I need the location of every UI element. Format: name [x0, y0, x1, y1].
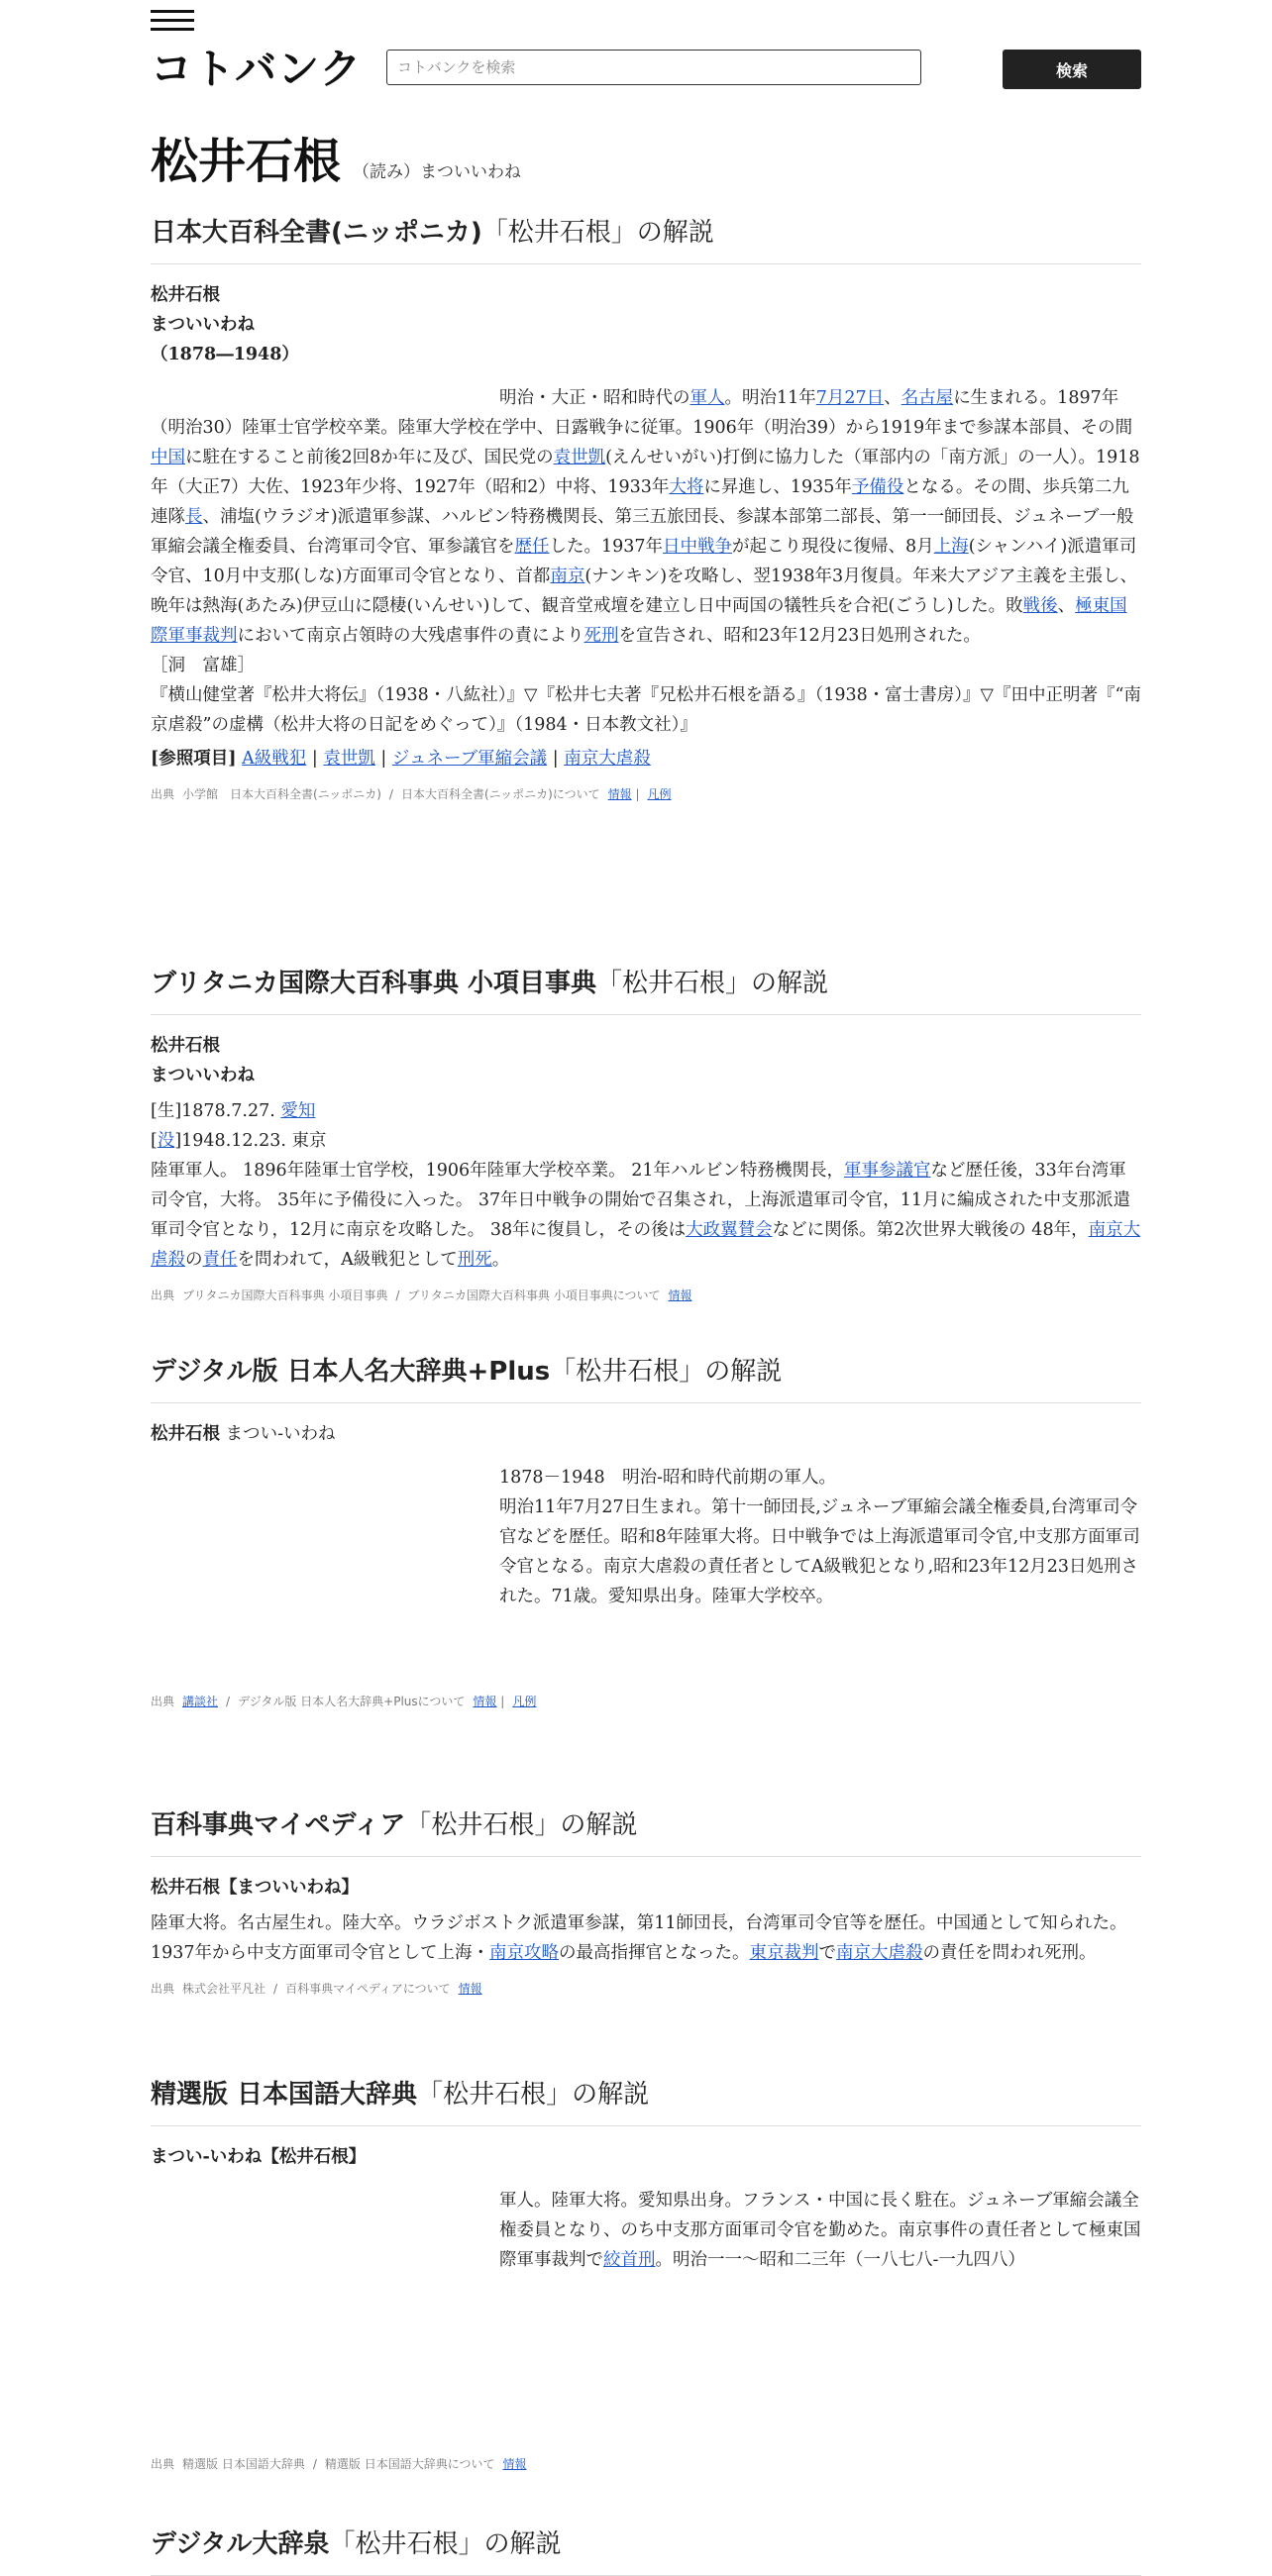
- entry-head: まつい‐いわね【松井石根】: [151, 2147, 367, 2167]
- source-about: デジタル版 日本人名大辞典+Plusについて: [238, 1695, 466, 1708]
- publisher-link[interactable]: 講談社: [182, 1695, 219, 1708]
- section-jinmei: [151, 1355, 1141, 1709]
- link-botsu[interactable]: 没: [157, 1131, 175, 1151]
- entry-head: 松井石根: [151, 1036, 220, 1056]
- text: (ナンキン)を攻略し、翌1938年3月復員。年来大アジア主義を主張し、晩年は熱海(あたみ)伊豆山に隠棲(いんせい)して、観音堂戒壇を建立し日中両国の犠牲兵を合祀(ごうし)した。敗: [151, 567, 1137, 616]
- section-title-source: デジタル大辞泉: [151, 2529, 330, 2559]
- legend-link[interactable]: 凡例: [512, 1695, 537, 1708]
- source-about: 精選版 日本国語大辞典について: [324, 2457, 495, 2471]
- section-title-source: 百科事典マイペディア: [151, 1810, 406, 1840]
- section-title-source: 日本大百科全書(ニッポニカ): [151, 218, 482, 248]
- see-also-link[interactable]: A級戦犯: [242, 749, 307, 769]
- section-title-suffix: 「松井石根」の解説: [550, 1357, 783, 1387]
- menu-icon[interactable]: [151, 10, 194, 32]
- entry-head-line: [151, 1419, 1141, 1449]
- entry-text: [151, 383, 1141, 651]
- source-publisher: 精選版 日本国語大辞典: [182, 2457, 305, 2471]
- link-gunji-sangikan[interactable]: 軍事参議官: [843, 1161, 931, 1181]
- source-line: [151, 785, 1141, 802]
- text: 、: [884, 388, 901, 408]
- separator: |: [311, 749, 318, 769]
- info-link[interactable]: 情報: [668, 1288, 692, 1302]
- source-label: 出典: [151, 787, 175, 801]
- info-link[interactable]: 情報: [607, 787, 632, 801]
- page-reading: （読み）まついいわね: [353, 162, 522, 182]
- info-link[interactable]: 情報: [502, 2457, 527, 2471]
- link-date[interactable]: 7月27日: [815, 388, 885, 408]
- text: 軍人。陸軍大将。愛知県出身。フランス・中国に長く駐在。ジュネーブ軍縮会議全権委員となり、のち中支那方面軍司令官を勤めた。南京事件の責任者として極東国際軍事裁判で: [499, 2191, 1141, 2270]
- info-link[interactable]: 情報: [473, 1695, 497, 1708]
- section-mypedia: [151, 1808, 1141, 1997]
- source-about: 日本大百科全書(ニッポニカ)について: [400, 787, 600, 801]
- link-nanjing-capture[interactable]: 南京攻略: [489, 1943, 560, 1963]
- entry-references: 『横山健堂著『松井大将伝』（1938・八紘社）』▽『松井七夫著『兄松井石根を語る』（1938・富士書房）』▽『田中正明著『“南京虐殺”の虚構（松井大将の日記をめぐって）』（1984・日本教文社）』: [151, 685, 1141, 735]
- entry-reading: まついいわね: [151, 315, 255, 335]
- entry-detail: 明治11年7月27日生まれ。第十一師団長,ジュネーブ軍縮会議全権委員,台湾軍司令官などを歴任。昭和8年陸軍大将。日中戦争では上海派遣軍司令官,中支那方面軍司令官となる。南京大虐殺の責任者としてA級戦犯となり,昭和23年12月23日処刑された。71歳。愛知県出身。陸軍大学校卒。: [499, 1497, 1140, 1606]
- see-also-link[interactable]: 南京大虐殺: [564, 749, 651, 769]
- link-shanghai[interactable]: 上海: [933, 537, 969, 557]
- site-logo[interactable]: コトバンク: [151, 45, 363, 93]
- entry-text: [151, 2186, 1141, 2443]
- text: において南京占領時の大残虐事件の責により: [237, 626, 584, 646]
- text: の責任を問われ死刑。: [922, 1943, 1097, 1963]
- text: (シャンハイ)派遣軍司令官、10月中支那(しな)方面軍司令官となり、首都: [151, 537, 1137, 586]
- search-input[interactable]: [386, 50, 921, 85]
- link-taisei-yokusankai[interactable]: 大政翼賛会: [686, 1220, 773, 1240]
- text: の最高指揮官となった。: [559, 1943, 750, 1963]
- section-title: [151, 2078, 1141, 2126]
- section-title-suffix: 「松井石根」の解説: [329, 2529, 562, 2559]
- separator: |: [500, 1695, 505, 1708]
- entry-author: ［洞 富雄］: [151, 656, 255, 675]
- section-title: [151, 1808, 1141, 1857]
- text: (えんせいがい)打倒に協力した（軍部内の「南方派」の一人）。1918年（大正7）大佐、1923年少将、1927年（昭和2）中将、1933年: [151, 448, 1140, 497]
- source-publisher: 株式会社平凡社: [182, 1982, 266, 1996]
- source-about: 百科事典マイペディアについて: [285, 1982, 451, 1996]
- section-daijisen: [151, 2527, 1141, 2576]
- search-button[interactable]: 検索: [1003, 50, 1141, 89]
- text: で: [818, 1943, 837, 1963]
- section-title-source: ブリタニカ国際大百科事典 小項目事典: [151, 969, 597, 998]
- section-title-source: デジタル版 日本人名大辞典+Plus: [151, 1357, 551, 1387]
- link-nicchu-war[interactable]: 日中戦争: [663, 537, 733, 557]
- info-link[interactable]: 情報: [458, 1982, 482, 1996]
- link-gunjin[interactable]: 軍人: [689, 388, 725, 408]
- source-label: 出典: [151, 1982, 175, 1996]
- text: 、浦塩(ウラジオ)派遣軍参謀、ハルビン特務機関長、第三五旅団長、参謀本部第二部長、第一一師団長、ジュネーブ一般軍縮会議全権委員、台湾軍司令官、軍参議官を: [151, 507, 1134, 557]
- link-cho[interactable]: 長: [185, 507, 203, 527]
- link-shikei[interactable]: 死刑: [583, 626, 619, 646]
- link-yobieki[interactable]: 予備役: [851, 477, 904, 497]
- link-tokyo-trial[interactable]: 極東国際軍事裁判: [151, 596, 1127, 646]
- text: [生]1878.7.27.: [151, 1101, 281, 1121]
- entry-born: [151, 1096, 1141, 1126]
- page-title: 松井石根: [151, 134, 342, 189]
- separator: |: [380, 749, 387, 769]
- see-also-label: [参照項目]: [151, 749, 237, 769]
- see-also-link[interactable]: 袁世凱: [323, 749, 375, 769]
- link-rekinin[interactable]: 歴任: [514, 537, 550, 557]
- separator: /: [395, 1288, 400, 1302]
- section-title: [151, 967, 1141, 1015]
- text: を問われて，A級戦犯として: [237, 1250, 458, 1270]
- link-nanjing-massacre[interactable]: 南京大虐殺: [151, 1220, 1141, 1270]
- text: などに関係。第2次世界大戦後の 48年，: [772, 1220, 1089, 1240]
- text: 陸軍軍人。 1896年陸軍士官学校，1906年陸軍大学校卒業。 21年ハルビン特務機関長，: [151, 1161, 844, 1181]
- entry-head: 松井石根: [151, 1424, 220, 1444]
- separator: /: [312, 2457, 317, 2471]
- text: 。明治11年: [724, 388, 816, 408]
- entry-reading: まついいわね: [151, 1066, 255, 1085]
- text: 陸軍大将。名古屋生れ。陸大卒。ウラジボストク派遣軍参謀，第11師団長，台湾軍司令官等を歴任。中国通として知られた。1937年から中支方面軍司令官として上海・: [151, 1913, 1127, 1963]
- text: 。明治一一～昭和二三年（一八七八‐一九四八）: [655, 2250, 1025, 2270]
- section-nipponica: [151, 216, 1141, 802]
- text: に昇進し、1935年: [703, 477, 852, 497]
- entry-died: [151, 1126, 1141, 1156]
- source-line: [151, 1287, 1141, 1303]
- link-yuan[interactable]: 袁世凱: [553, 448, 606, 467]
- source-about: ブリタニカ国際大百科事典 小項目事典について: [407, 1288, 661, 1302]
- entry-text: [151, 1463, 1141, 1681]
- see-also-link[interactable]: ジュネーブ軍縮会議: [391, 749, 548, 769]
- link-keishi[interactable]: 刑死: [457, 1250, 492, 1270]
- section-britannica: [151, 967, 1141, 1303]
- source-line: [151, 2455, 1141, 2472]
- source-line: [151, 1980, 1141, 1997]
- source-label: 出典: [151, 1695, 175, 1708]
- entry-reading: まつい-いわね: [225, 1424, 336, 1444]
- link-china[interactable]: 中国: [151, 448, 185, 467]
- section-title-suffix: 「松井石根」の解説: [417, 2080, 650, 2110]
- text: に生まれる。1897年（明治30）陸軍士官学校卒業。陸軍大学校在学中、日露戦争に従軍。1906年（明治39）から1919年まで参謀本部員、その間: [151, 388, 1133, 438]
- see-also: [151, 744, 1141, 773]
- text: を宣告され、昭和23年12月23日処刑された。: [618, 626, 981, 646]
- link-tokyo-trial[interactable]: 東京裁判: [749, 1943, 819, 1963]
- section-body: [151, 280, 1141, 773]
- text: 、: [1057, 596, 1076, 616]
- link-aichi[interactable]: 愛知: [280, 1101, 316, 1121]
- link-nagoya[interactable]: 名古屋: [901, 388, 954, 408]
- section-title-source: 精選版 日本国語大辞典: [151, 2080, 418, 2110]
- text: 明治・大正・昭和時代の: [499, 388, 690, 408]
- entry-text: [151, 1156, 1141, 1275]
- separator: /: [226, 1695, 231, 1708]
- entry-summary: 1878－1948 明治-昭和時代前期の軍人。: [499, 1468, 836, 1488]
- source-publisher: ブリタニカ国際大百科事典 小項目事典: [182, 1288, 388, 1302]
- link-nanjing[interactable]: 南京: [550, 567, 585, 586]
- section-body: [151, 2142, 1141, 2443]
- section-title: [151, 2527, 1141, 2576]
- source-label: 出典: [151, 1288, 175, 1302]
- source-line: [151, 1693, 1141, 1709]
- text: 。: [491, 1250, 510, 1270]
- entry-head: 松井石根【まついいわね】: [151, 1878, 359, 1898]
- text: に駐在すること前後2回8か年に及び、国民党の: [185, 448, 554, 467]
- section-body: [151, 1419, 1141, 1681]
- separator: /: [273, 1982, 278, 1996]
- text: の: [185, 1250, 203, 1270]
- entry-text: [151, 1908, 1141, 1968]
- section-kokugo: [151, 2078, 1141, 2472]
- text: となる。その間、歩兵第二九連隊: [151, 477, 1129, 527]
- section-body: [151, 1873, 1141, 1968]
- separator: |: [635, 787, 640, 801]
- source-publisher: 小学館 日本大百科全書(ニッポニカ): [182, 787, 381, 801]
- link-sekinin[interactable]: 責任: [202, 1250, 238, 1270]
- section-title-suffix: 「松井石根」の解説: [596, 969, 829, 998]
- link-koushukei[interactable]: 絞首刑: [603, 2250, 656, 2270]
- link-nanjing-massacre[interactable]: 南京大虐殺: [836, 1943, 923, 1963]
- text: など歴任後，33年台湾軍司令官，大将。 35年に予備役に入った。 37年日中戦争の開始で召集され，上海派遣軍司令官，11月に編成された中支那派遣軍司令官となり，12月に南京を攻略した。 38年に復員し，その後は: [151, 1161, 1130, 1240]
- source-label: 出典: [151, 2457, 175, 2471]
- separator: |: [552, 749, 559, 769]
- entry-years: （1878―1948）: [151, 345, 299, 364]
- section-title: [151, 1355, 1141, 1403]
- section-title: [151, 216, 1141, 264]
- text: した。1937年: [549, 537, 664, 557]
- separator: /: [388, 787, 393, 801]
- section-title-suffix: 「松井石根」の解説: [405, 1810, 638, 1840]
- link-sengo[interactable]: 戦後: [1022, 596, 1058, 616]
- legend-link[interactable]: 凡例: [647, 787, 672, 801]
- page-title-row: [151, 123, 521, 191]
- section-title-suffix: 「松井石根」の解説: [481, 218, 714, 248]
- section-body: [151, 1031, 1141, 1275]
- text: が起こり現役に復帰、8月: [732, 537, 934, 557]
- text: [: [151, 1131, 158, 1151]
- entry-head: 松井石根: [151, 285, 220, 305]
- link-taisho[interactable]: 大将: [669, 477, 704, 497]
- text: ]1948.12.23. 東京: [174, 1131, 327, 1151]
